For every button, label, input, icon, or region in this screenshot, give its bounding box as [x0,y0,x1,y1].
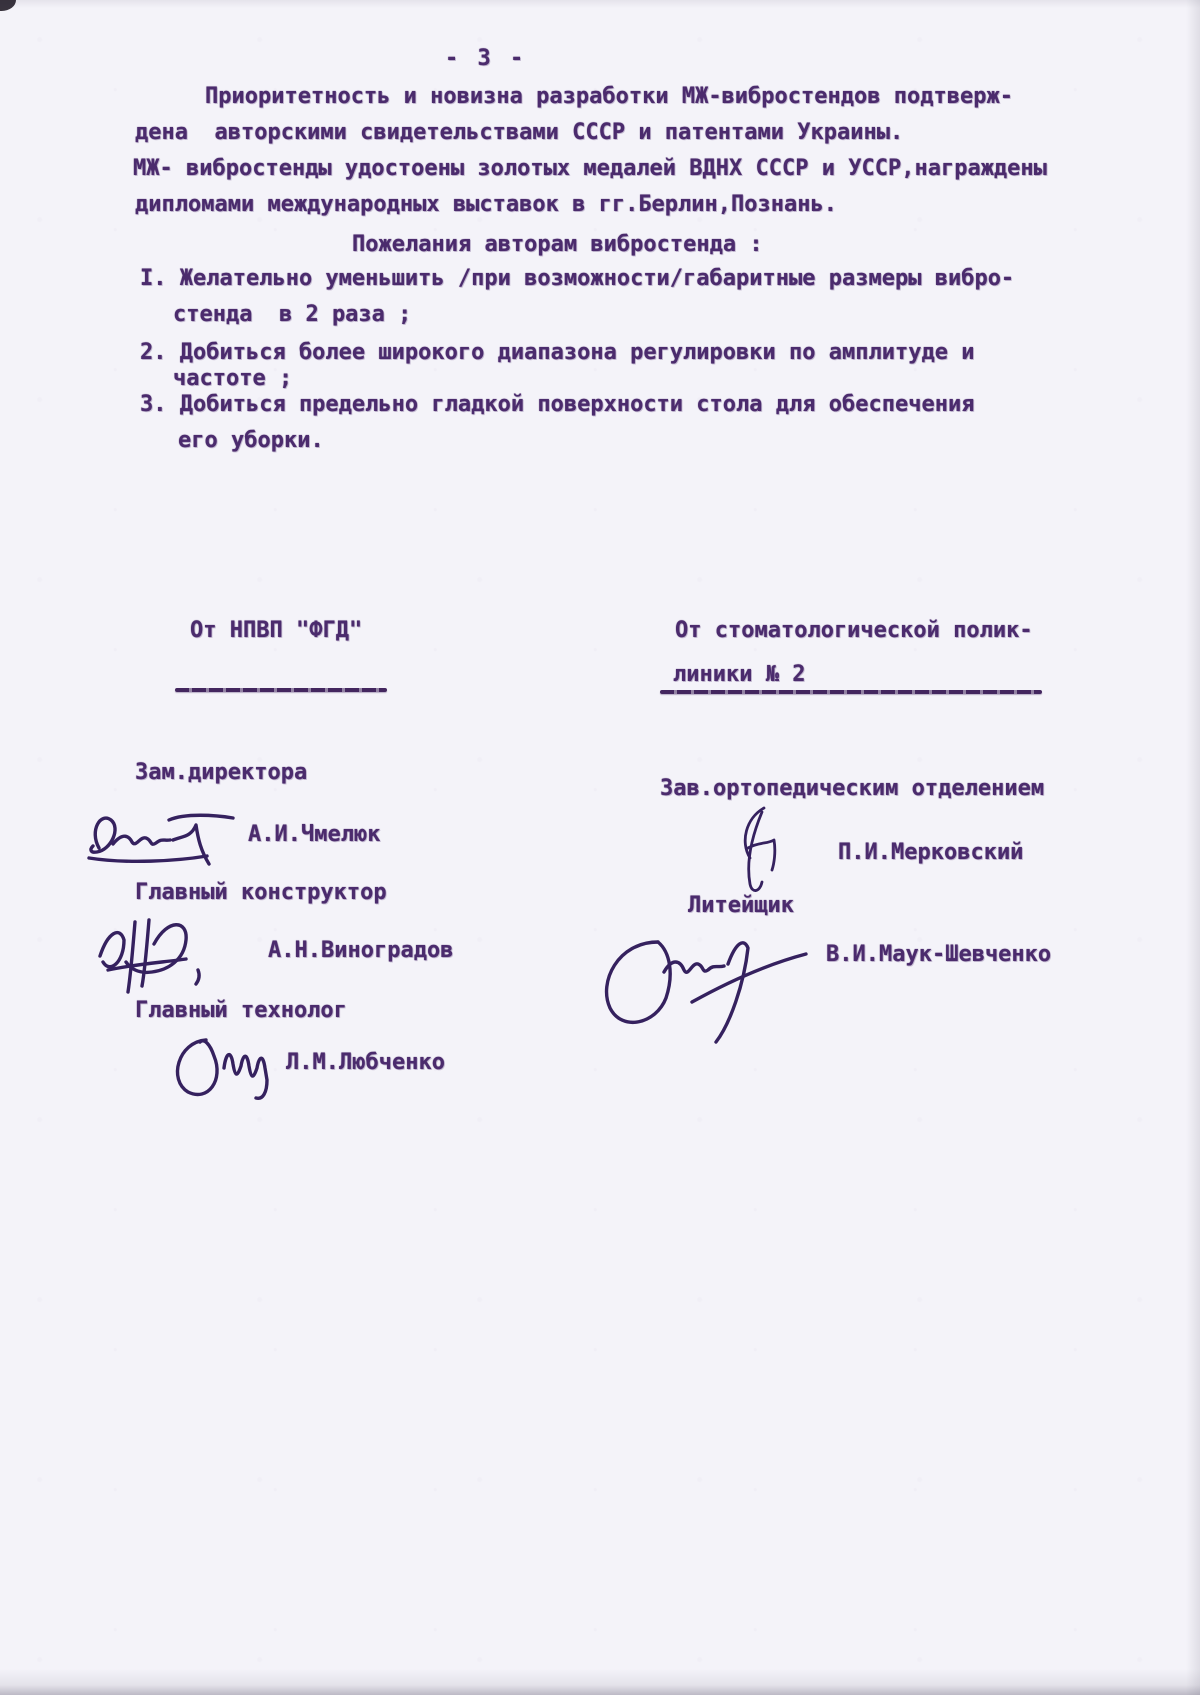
paragraph-line: дена авторскими свидетельствами СССР и патентами Украины. [135,120,904,145]
signature-vinogradov-ink [90,912,222,1004]
wish-item-1-line-1: I. Желательно уменьшить /при возможности/габаритные размеры вибро- [140,266,1015,291]
signatory-role: Литейщик [688,893,794,918]
left-organization-header: От НПВП "ФГД" [190,618,363,643]
paragraph-line: Приоритетность и новизна разработки МЖ-вибростендов подтверж- [205,84,1013,109]
wish-item-1-line-2: стенда в 2 раза ; [173,302,412,327]
paragraph-line: дипломами международных выставок в гг.Берлин,Познань. [135,192,837,217]
paragraph-line: МЖ- вибростенды удостоены золотых медалей ВДНХ СССР и УССР,награждены [133,156,1047,181]
signatory-role: Главный технолог [135,998,347,1023]
signature-mauk-shevchenko-ink [596,912,811,1056]
right-organization-underline [660,690,1042,694]
signatory-role: Зав.ортопедическим отделением [660,776,1045,801]
left-organization-underline [175,688,387,692]
wishes-heading: Пожелания авторам вибростенда : [352,232,763,257]
signatory-role: Главный конструктор [135,880,387,905]
wish-item-3-line-1: 3. Добиться предельно гладкой поверхности стола для обеспечения [140,392,975,417]
scan-corner-artifact [0,0,16,11]
wish-item-2-line-2: частоте ; [173,366,293,391]
signatory-name: П.И.Мерковский [838,840,1024,865]
signatory-name: А.И.Чмелюк [248,822,381,847]
signature-merkovsky-ink [722,802,794,904]
signature-chmelyuk-ink [85,806,250,872]
page-number: - 3 - [445,46,527,71]
wish-item-3-line-2: его уборки. [178,428,324,453]
signatory-name: Л.М.Любченко [286,1050,445,1075]
right-organization-header-line-1: От стоматологической полик- [675,618,1033,643]
signatory-name: В.И.Маук-Шевченко [826,942,1052,967]
signatory-role: Зам.директора [135,760,308,785]
wish-item-2-line-1: 2. Добиться более широкого диапазона регулировки по амплитуде и [140,340,975,365]
right-organization-header-line-2: линики № 2 [673,662,806,687]
signatory-name: А.Н.Виноградов [268,938,454,963]
